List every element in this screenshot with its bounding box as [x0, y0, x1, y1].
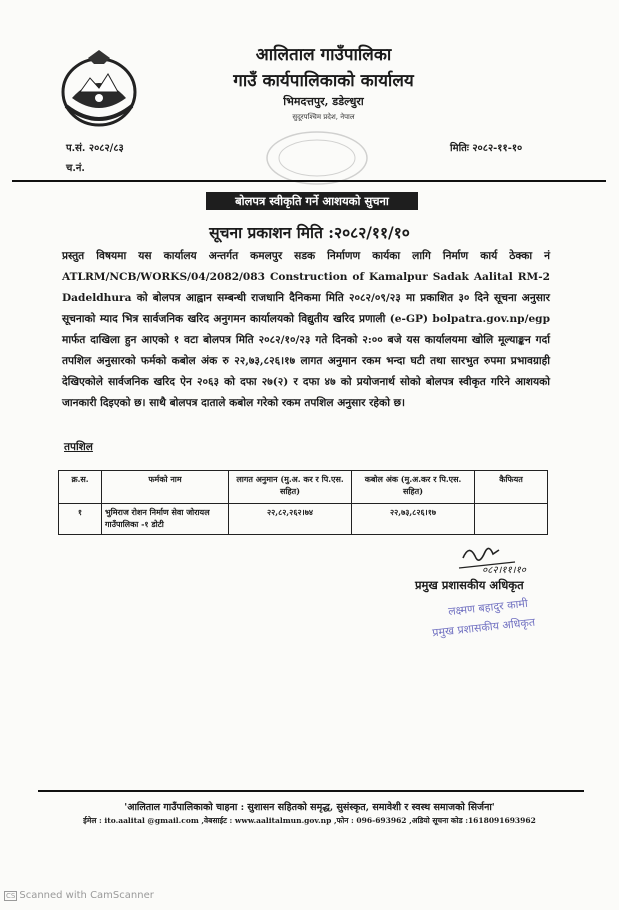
footer-slogan: 'आलिताल गाउँपालिकाको चाहना : सुशासन सहितको समृद्ध, सुसंस्कृत, समावेशी र स्वस्थ समाजको सिर्जना' — [124, 802, 495, 813]
notice-title: बोलपत्र स्वीकृति गर्ने आशयको सुचना — [206, 192, 418, 210]
cell-estimate: २२,८२,२६२।७४ — [229, 504, 352, 535]
col-firm: फर्मको नाम — [102, 471, 229, 504]
cell-bid: २२,७३,८२६।१७ — [352, 504, 475, 535]
footer-contact: ईमेल : ito.aalital @gmail.com ,वेबसाईट : www.aalitalmun.gov.np ,फोन : 096-693962 ,अडियो सूचना कोड :1618091693962 — [83, 816, 536, 825]
table-header-row — [59, 471, 548, 504]
signature-date: ०८२।११।१० — [482, 565, 526, 576]
letter-number: प.सं. २०८२/८३ — [66, 143, 124, 154]
table-row — [59, 504, 548, 535]
letter-date: मितिः २०८२-११-१० — [450, 143, 523, 154]
office-location: भिमदत्तपुर, डडेल्धुरा — [283, 95, 364, 108]
scanner-watermark — [4, 890, 154, 901]
bid-table — [58, 470, 548, 535]
col-estimate: लागत अनुमान (मु.अ. कर र पि.एस. सहित) — [229, 471, 352, 504]
notice-body: प्रस्तुत विषयमा यस कार्यालय अन्तर्गत कमलपुर सडक निर्माणण कार्यका लागि निर्माण कार्य ठेक्का नं ATLRM/NCB/WORKS/04/2082/083 Construction of Kamalpur Sadak Aalital RM-2 Dadeldhura को बोलपत्र आह्वान सम्बन्धी राजधानि दैनिकमा मिति २०८२/०९/२३ मा प्रकाशित ३० दिने सूचना अनुसार सूचनाको म्याद भित्र सार्वजनिक खरिद अनुगमन कार्यालयको विद्युतीय खरिद प्रणाली (e-GP) bolpatra.gov.np/egp मार्फत दाखिला हुन आएको १ वटा बोलपत्र मिति २०८२/१०/२३ गते दिनको २:०० बजे यस कार्यालयमा खोलि मूल्याङ्कन गर्दा तपशिल अनुसारको फर्मको कबोल अंक रु २२,७३,८२६।१७ लागत अनुमान रकम भन्दा घटी तथा सारभुत रुपमा प्रभावग्राही देखिएकोले सार्वजनिक खरिद ऐन २०६३ को दफा २७(२) र दफा ४७ को प्रयोजनार्थ सोको बोलपत्र स्वीकृत गरिने आशयको जानकारी दिइएको छ। साथै बोलपत्र दाताले कबोल गरेको रकम तपशिल अनुसार रहेको छ। — [62, 250, 550, 409]
province-name: सुदूरपश्चिम प्रदेश, नेपाल — [292, 113, 355, 121]
org-name: आलिताल गाउँपालिका — [255, 45, 392, 65]
col-sn: क्र.स. — [59, 471, 102, 504]
camscanner-logo-icon: CS — [6, 892, 16, 900]
faint-stamp-icon — [262, 128, 372, 188]
col-bid: कबोल अंक (मु.अ.कर र पि.एस. सहित) — [352, 471, 475, 504]
stamp-title: प्रमुख प्रशासकीय अधिकृत — [431, 615, 536, 640]
publish-date: सूचना प्रकाशन मिति :२०८२/११/१० — [209, 223, 410, 242]
header-divider — [12, 180, 606, 182]
cell-remarks — [475, 504, 548, 535]
footer-divider — [38, 790, 584, 792]
dispatch-number: च.नं. — [66, 163, 85, 174]
col-remarks: कैफियत — [475, 471, 548, 504]
office-name: गाउँ कार्यपालिकाको कार्यालय — [233, 71, 414, 91]
stamp-name: लक्ष्मण बहादुर कामी — [447, 596, 529, 619]
cell-sn: १ — [59, 504, 102, 535]
cell-firm: भुमिराज रोशन निर्माण सेवा जोरायल गाउँपालिका -१ डोटी — [102, 504, 229, 535]
signer-designation: प्रमुख प्रशासकीय अधिकृत — [415, 578, 524, 592]
scanner-text: Scanned with CamScanner — [19, 890, 154, 901]
tapsil-label: तपशिल — [64, 441, 93, 453]
